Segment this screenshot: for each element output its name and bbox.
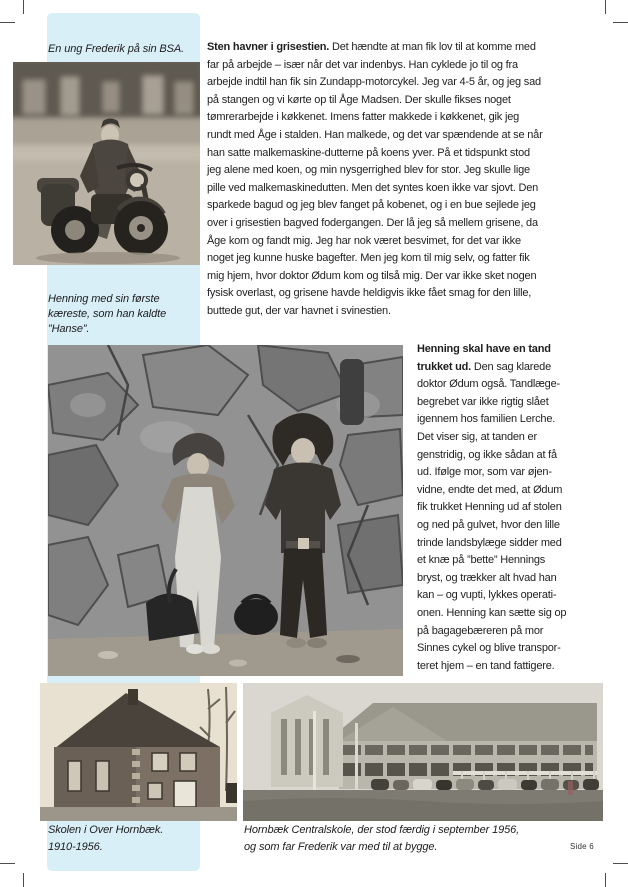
covered-walkway	[453, 771, 597, 775]
crop-mark-bottom-left-h	[0, 863, 15, 864]
left-wall	[54, 747, 136, 809]
central-school-photo-image	[243, 683, 603, 821]
central-school-photo	[243, 683, 603, 821]
children-photo-image	[48, 345, 403, 676]
crop-mark-top-right-v	[605, 0, 606, 14]
caption-central-school: Hornbæk Centralskole, der stod færdig i september 1956, og som far Frederik var med til at bygge.	[244, 824, 520, 853]
crop-mark-bottom-right-h	[613, 863, 628, 864]
old-school-photo-image	[40, 683, 237, 821]
caption-girlfriend-photo: Henning med sin første kæreste, som han kaldte ”Hanse”.	[48, 293, 167, 336]
motorcycle-photo-image	[13, 62, 200, 265]
motorcycle-photo	[13, 62, 200, 265]
flagpole	[313, 711, 316, 793]
caption-motorcycle-photo: En ung Frederik på sin BSA.	[48, 43, 185, 55]
crop-mark-top-left-h	[0, 22, 15, 23]
children-photo	[48, 345, 403, 676]
story-pigsty-text: Sten havner i grisestien. Det hændte at man fik lov til at komme med far på arbejde – især når det var indenbys. Han cyklede jo til og fra arbejde indtil han fik sin Zundapp-motorcykel. Jeg var 4-5 år, og jeg sad på stangen og vi kørte op til Åge Madsen. Der skulle fikses noget tømrerarbejde i køkkenet. Imens fatter makkede i køkkenet, gik jeg rundt med Åge i stalden. Han malkede, og det var spændende at se når han satte malkemaskine-dutterne på koens yver. På et tidspunkt stod jeg alene med koen, og min nysgerrighed blev for stor. Jeg skulle lige pille ved malkemaskinedutten. Men det syntes koen ikke var sjovt. Den sparkede bagud og jeg blev fanget på kobenet, og i en bue sejlede jeg over i grisestien bagved fodergangen. Der lå jeg så mellem grisene, da Åge kom og fandt mig. Jeg har nok været besvimet, for det var ikke noget jeg kunne huske bagefter. Men jeg kom til mig selv, og fatter fik mig hjem, hvor doktor Ødum kom og tilså mig. Der var ikke sket nogen fysisk overlast, og grisene havde heldigvis ikke fået smag for den lille, buttede gut, der var havnet i svinestien.	[207, 41, 543, 317]
crop-mark-top-left-v	[23, 0, 24, 14]
crop-mark-bottom-right-v	[605, 873, 606, 887]
crop-mark-top-right-h	[613, 22, 628, 23]
caption-old-school: Skolen i Over Hornbæk. 1910-1956.	[48, 824, 164, 853]
page-number: Side 6	[570, 842, 594, 851]
road	[40, 807, 237, 821]
story-tooth-text: Henning skal have en tand trukket ud. Den sag klarede doktor Ødum også. Tandlæge- begrebet var ikke rigtig slået igennem hos familien Lerche. Det viser sig, at tanden er genstridig, og ikke sådan at få ud. Ifølge mor, som var øjen- vidne, endte det med, at Ødum fik trukket Henning ud af stolen og ned på gulvet, hvor den lille trinde landsbylæge sidder med et knæ på ”bette” Hennings bryst, og trækker alt hvad han kan – og vupti, lykkes operati- onen. Henning kan sætte sig op på bagagebæreren på mor Sinnes cykel og blive transpor- teret hjem – en tand fattigere.	[417, 343, 567, 672]
crop-mark-bottom-left-v	[23, 873, 24, 887]
old-school-photo	[40, 683, 237, 821]
